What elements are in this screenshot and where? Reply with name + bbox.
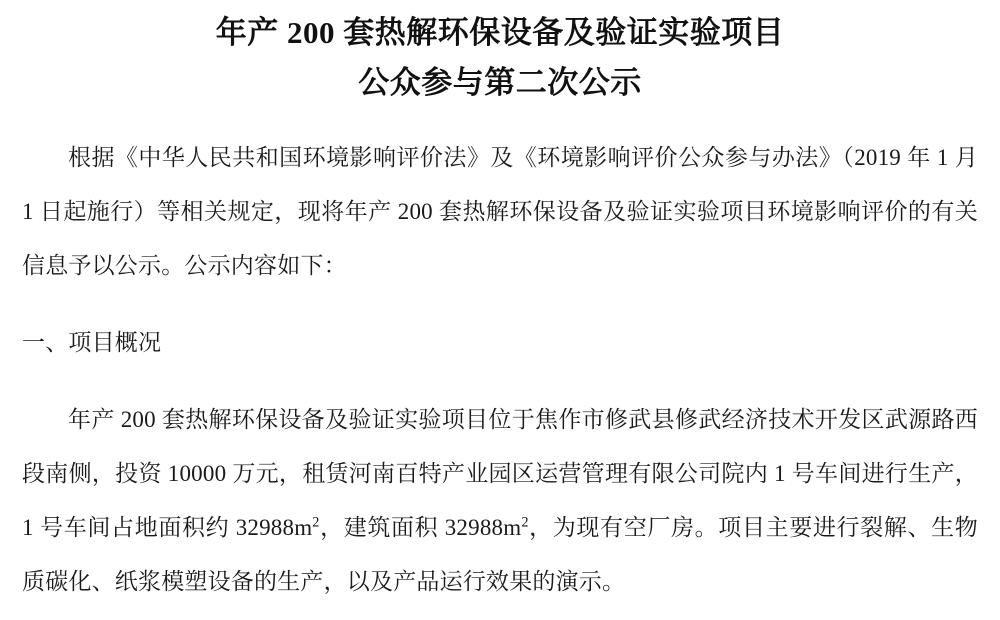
section-heading-project-overview: 一、项目概况 [22,330,162,355]
paragraph-project-overview-part3: ，为现有空厂房。项目主要进行裂解、生物质碳化、纸浆模塑设备的生产，以及产品运行效果的演示。 [22,515,978,594]
paragraph-basis: 根据《中华人民共和国环境影响评价法》及《环境影响评价公众参与办法》（2019 年 1 月 1 日起施行）等相关规定，现将年产 200 套热解环保设备及验证实验项目环境影响评价的有关信息予以公示。公示内容如下： [22,145,978,278]
paragraph-project-overview-part1: 年产 200 套热解环保设备及验证实验项目位于焦作市修武县修武经济技术开发区武源路西段南侧，投资 10000 万元，租赁河南百特产业园区运营管理有限公司院内 1 号车间进行生产，1 号车间占地面积约 32988m [22,407,978,540]
document-title-line-2: 公众参与第二次公示 [358,65,642,100]
superscript-area-unit-1: 2 [312,514,320,531]
document-title-line-1: 年产 200 套热解环保设备及验证实验项目 [215,15,785,50]
document-body [22,131,978,609]
paragraph-project-overview [22,393,978,609]
document-title [22,8,978,108]
paragraph-project-overview-part2: ，建筑面积 32988m [319,515,522,540]
superscript-area-unit-2: 2 [521,514,529,531]
